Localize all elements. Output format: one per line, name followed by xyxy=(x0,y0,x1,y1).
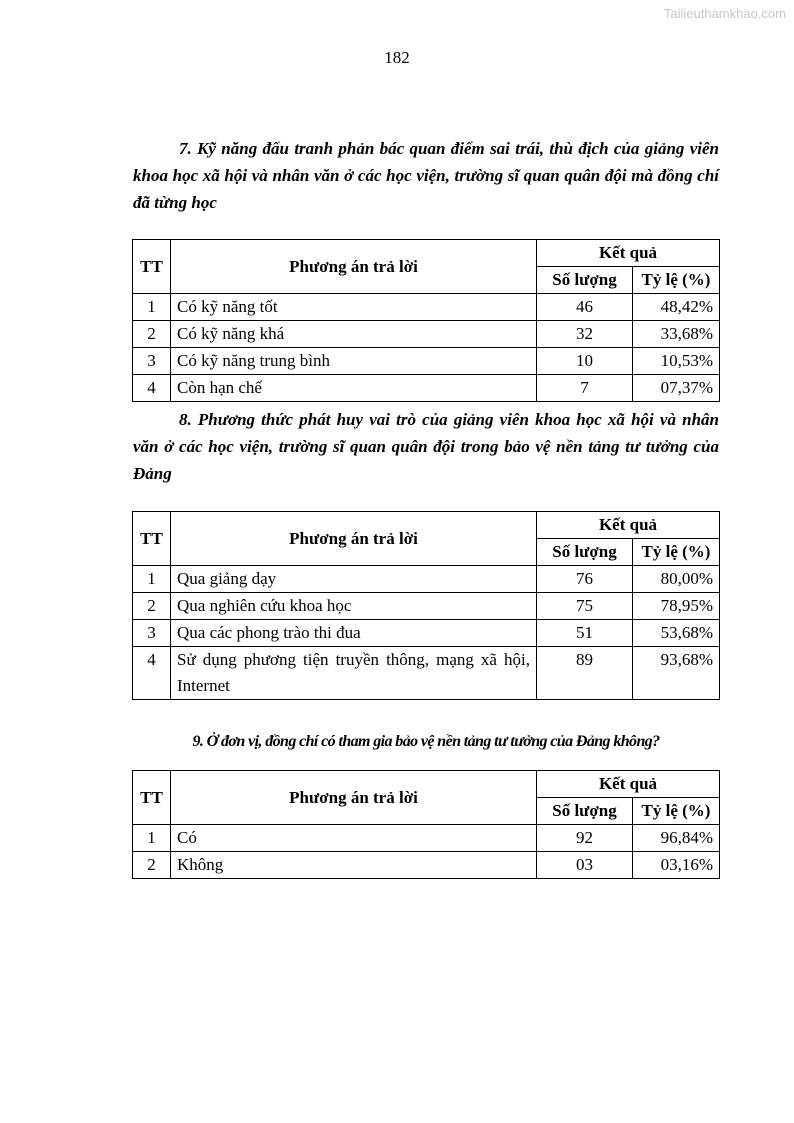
header-tt: TT xyxy=(133,771,171,825)
header-result: Kết quả xyxy=(537,240,720,267)
row-tt: 4 xyxy=(133,375,171,402)
header-percent: Tỷ lệ (%) xyxy=(633,539,720,566)
row-count: 10 xyxy=(537,348,633,375)
row-option: Qua các phong trào thi đua xyxy=(171,620,537,647)
row-option: Qua giảng dạy xyxy=(171,566,537,593)
row-count: 76 xyxy=(537,566,633,593)
header-percent: Tỷ lệ (%) xyxy=(633,798,720,825)
question-8-title: 8. Phương thức phát huy vai trò của giảng viên khoa học xã hội và nhân văn ở các học viện, trường sĩ quan quân đội trong bảo vệ nền tảng tư tưởng của Đảng xyxy=(133,410,719,483)
question-9-title: 9. Ở đơn vị, đồng chí có tham gia bảo vệ nền tảng tư tưởng của Đảng không? xyxy=(192,733,660,750)
row-tt: 4 xyxy=(133,647,171,700)
row-option: Còn hạn chế xyxy=(171,375,537,402)
row-count: 89 xyxy=(537,647,633,700)
table-row xyxy=(133,593,720,620)
row-percent: 53,68% xyxy=(633,620,720,647)
row-option: Có kỹ năng tốt xyxy=(171,294,537,321)
header-count: Số lượng xyxy=(537,798,633,825)
header-result: Kết quả xyxy=(537,512,720,539)
table-row xyxy=(133,825,720,852)
row-option: Qua nghiên cứu khoa học xyxy=(171,593,537,620)
header-percent: Tỷ lệ (%) xyxy=(633,267,720,294)
row-tt: 2 xyxy=(133,852,171,879)
table-row xyxy=(133,647,720,700)
row-option: Có kỹ năng trung bình xyxy=(171,348,537,375)
row-option: Có kỹ năng khá xyxy=(171,321,537,348)
table-question-8 xyxy=(132,511,720,700)
table-row xyxy=(133,321,720,348)
row-tt: 3 xyxy=(133,620,171,647)
table-row xyxy=(133,375,720,402)
row-count: 75 xyxy=(537,593,633,620)
row-percent: 93,68% xyxy=(633,647,720,700)
table-row xyxy=(133,348,720,375)
question-7-title: 7. Kỹ năng đấu tranh phản bác quan điểm sai trái, thù địch của giảng viên khoa học xã hội và nhân văn ở các học viện, trường sĩ quan quân đội mà đồng chí đã từng học xyxy=(133,139,719,212)
row-percent: 33,68% xyxy=(633,321,720,348)
table-row xyxy=(133,294,720,321)
page-number: 182 xyxy=(384,48,410,67)
row-percent: 48,42% xyxy=(633,294,720,321)
row-count: 51 xyxy=(537,620,633,647)
row-tt: 1 xyxy=(133,294,171,321)
table-row xyxy=(133,566,720,593)
row-percent: 96,84% xyxy=(633,825,720,852)
row-tt: 1 xyxy=(133,825,171,852)
header-option: Phương án trả lời xyxy=(171,771,537,825)
table-question-9 xyxy=(132,770,720,879)
row-tt: 1 xyxy=(133,566,171,593)
row-count: 92 xyxy=(537,825,633,852)
row-tt: 2 xyxy=(133,593,171,620)
header-result: Kết quả xyxy=(537,771,720,798)
row-option: Có xyxy=(171,825,537,852)
table-row xyxy=(133,620,720,647)
row-percent: 80,00% xyxy=(633,566,720,593)
row-tt: 3 xyxy=(133,348,171,375)
watermark: Tailieuthamkhao.com xyxy=(663,6,786,21)
header-option: Phương án trả lời xyxy=(171,512,537,566)
header-count: Số lượng xyxy=(537,539,633,566)
row-option: Không xyxy=(171,852,537,879)
row-option: Sử dụng phương tiện truyền thông, mạng xã hội, Internet xyxy=(171,647,537,700)
row-count: 32 xyxy=(537,321,633,348)
row-tt: 2 xyxy=(133,321,171,348)
row-percent: 03,16% xyxy=(633,852,720,879)
table-question-7 xyxy=(132,239,720,402)
header-tt: TT xyxy=(133,512,171,566)
row-percent: 78,95% xyxy=(633,593,720,620)
row-count: 46 xyxy=(537,294,633,321)
row-count: 03 xyxy=(537,852,633,879)
header-tt: TT xyxy=(133,240,171,294)
row-percent: 07,37% xyxy=(633,375,720,402)
row-percent: 10,53% xyxy=(633,348,720,375)
header-count: Số lượng xyxy=(537,267,633,294)
table-row xyxy=(133,852,720,879)
row-count: 7 xyxy=(537,375,633,402)
header-option: Phương án trả lời xyxy=(171,240,537,294)
